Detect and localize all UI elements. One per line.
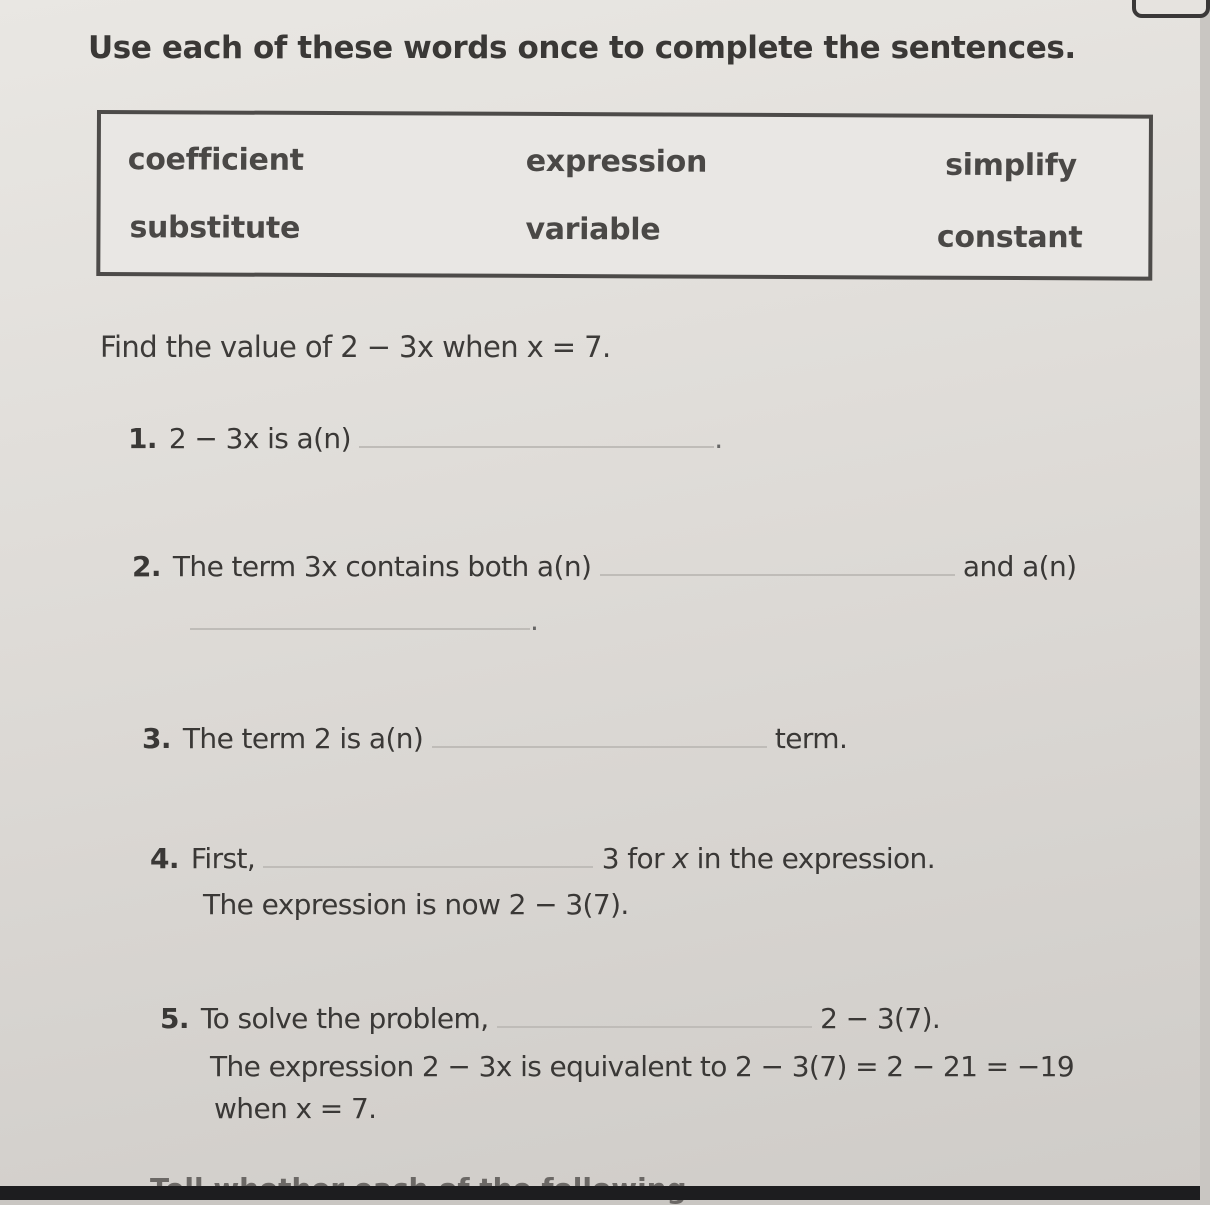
question-text: First, — [190, 842, 256, 875]
page-corner-mark — [1132, 0, 1210, 18]
question-text-mid: and a(n) — [962, 550, 1077, 583]
question-4 — [150, 840, 935, 875]
word-bank-box — [96, 110, 1153, 281]
answer-blank-1[interactable] — [359, 420, 714, 448]
word-bank-item: substitute — [129, 210, 301, 246]
answer-blank-5[interactable] — [497, 1000, 812, 1028]
sentence-end: . — [530, 604, 539, 637]
word-bank-item: expression — [525, 143, 708, 180]
question-5-line-2: The expression 2 − 3x is equivalent to 2 − 3(7) = 2 − 21 = −19 — [210, 1050, 1075, 1083]
answer-blank-3[interactable] — [432, 720, 767, 748]
question-5-line-3: when x = 7. — [214, 1092, 377, 1125]
word-bank-item: constant — [936, 219, 1083, 256]
answer-blank-4[interactable] — [263, 840, 593, 868]
screen-bottom-edge — [0, 1186, 1200, 1200]
question-text-after: 2 − 3(7). — [820, 1002, 941, 1035]
question-number: 4. — [150, 842, 179, 875]
question-text-after: 3 for x in the expression. — [601, 842, 935, 875]
question-text-after: term. — [774, 722, 848, 755]
sentence-end: . — [714, 422, 723, 455]
question-3 — [142, 720, 847, 755]
question-number: 1. — [128, 422, 157, 455]
word-bank-item: coefficient — [127, 142, 304, 178]
word-bank-item: simplify — [945, 147, 1077, 184]
question-4-line-2: The expression is now 2 − 3(7). — [203, 888, 629, 921]
question-number: 2. — [132, 550, 161, 583]
question-text: The term 2 is a(n) — [182, 722, 424, 755]
question-2 — [132, 548, 1076, 583]
question-text: 2 − 3x is a(n) — [168, 422, 351, 455]
question-number: 5. — [160, 1002, 189, 1035]
question-5 — [160, 1000, 940, 1035]
question-text: The term 3x contains both a(n) — [172, 550, 592, 583]
answer-blank-2b[interactable] — [190, 602, 530, 630]
word-bank-item: variable — [525, 211, 661, 248]
instructions-heading: Use each of these words once to complete the sentences. — [88, 30, 1076, 66]
question-2-continued — [190, 602, 538, 637]
question-1 — [128, 420, 723, 455]
answer-blank-2a[interactable] — [600, 548, 955, 576]
problem-prompt: Find the value of 2 − 3x when x = 7. — [100, 330, 611, 364]
question-text: To solve the problem, — [200, 1002, 489, 1035]
question-number: 3. — [142, 722, 171, 755]
